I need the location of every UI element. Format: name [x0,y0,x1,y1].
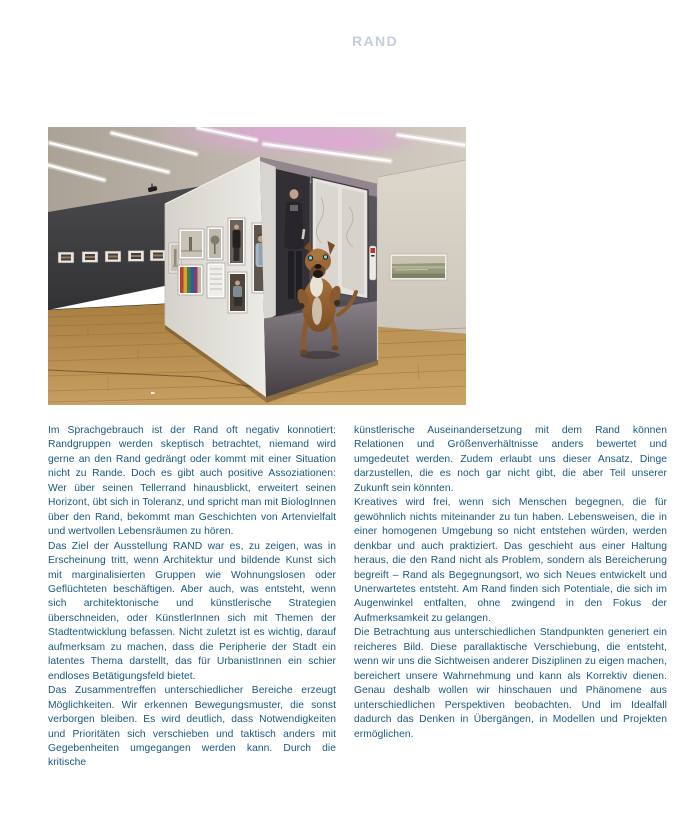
dog-mural [260,157,378,397]
left-column [48,424,336,771]
right-wall [378,160,466,334]
paragraph: Im Sprachgebrauch ist der Rand oft negativ konnotiert: Randgruppen werden skeptisch betrachtet, niemand wird gerne an den Rand gedrängt oder kommt mit einer Situation nicht zu Rande. Doch es gibt auch positive Assoziationen: Wer über seinen Tellerrand hinausblickt, erweitert seinen Horizont, übt sich in Toleranz, und spricht man mit BiologInnen über den Rand, bekommt man Geschichten von Artenvielfalt und wertvollen Lebensräumen zu hören. [48,425,336,538]
framed-landscape-trees [207,227,223,260]
small-framed-photos [58,250,166,263]
paragraph: Die Betrachtung aus unterschiedlichen Standpunkten generiert ein reicheres Bild. Diese parallaktische Verschiebung, die entsteht, wenn wir uns die Sichtweisen anderer Disziplinen zu eigen machen, bereichert unsere Wahrnehmung und kann als Korrektiv dienen. Genau deshalb wollen wir hinschauen und Phänomene aus unterschiedlichen Perspektiven beobachten. Und im Idealfall dadurch das Denken in Übergängen, in Modellen und Projekten ermöglichen. [354,627,667,740]
paragraph: Das Zusammentreffen unterschiedlicher Bereiche erzeugt Möglichkeiten. Wir erkennen Bewegungsmuster, die sonst verborgen bleiben. Es wird deutlich, dass Notwendigkeiten und Prioritäten sich verschieben und taktisch anders mit Gegebenheiten umgegangen werden kann. Durch die kritische [48,685,336,769]
exhibition-photo-illustration [48,127,466,405]
framed-bookshelf-photo [178,265,203,295]
page-title: RAND [352,33,399,49]
framed-photo [128,251,144,262]
dog-eye [324,255,327,258]
dog-nose [315,264,322,269]
paragraph: Kreatives wird frei, wenn sich Menschen begegnen, die für gewöhnlich nichts miteinander zu tun haben. Lebensweisen, die in einer homogenen Umgebung so nicht entstehen würden, werden denkbar und auch praktiziert. Das geschieht aus einer Haltung heraus, die den Rand nicht als Problem, sondern als Bereicherung begreift – Rand als Begegnungsort, wo sich Neues entwickelt und Unerwartetes entsteht. Am Rand finden sich Potentiale, die sich im Augenwinkel entfalten, ohne zwingend in den Fokus der Aufmerksamkeit zu gelangen. [354,497,667,624]
exhibition-photo [48,127,466,405]
paragraph: Das Ziel der Ausstellung RAND war es, zu zeigen, was in Erscheinung tritt, wenn Architektur und bildende Kunst sich mit marginalisierten Gruppen wie Wohnungslosen oder Geflüchteten beschäftigen. Aber auch, was entsteht, wenn sich architektonische und künstlerische Strategien überschneiden, oder KünstlerInnen sich mit Themen der Stadtentwicklung befassen. Nicht zuletzt ist es wichtig, darauf aufmerksam zu machen, dass die Peripherie der Stadt ein latentes Thema darstellt, das für UrbanistInnen ein schier endloses Betätigungsfeld bietet. [48,540,336,682]
floor-label [151,392,155,394]
framed-portrait-standing [228,218,245,265]
framed-photo [82,252,98,263]
framed-photo [150,250,166,261]
paragraph: künstlerische Auseinandersetzung mit dem Rand können Relationen und Größenverhältnisse anders bewertet und umgedeutet werden. Zudem erlaubt uns dieser Ansatz, Dinge darzustellen, die es noch gar nicht gibt, die aber Teil unserer Zukunft sein könnten. [354,425,667,494]
framed-landscape-tower [179,229,204,259]
framed-photo [58,252,74,263]
dog-eye [309,256,312,259]
framed-notes-grid [207,263,225,298]
right-column [354,424,667,771]
body-text [48,424,667,771]
framed-portrait-seated [228,272,247,313]
landscape-photo [390,254,447,280]
dog-chest [310,275,323,297]
framed-photo [105,251,121,262]
fire-extinguisher [370,246,377,280]
